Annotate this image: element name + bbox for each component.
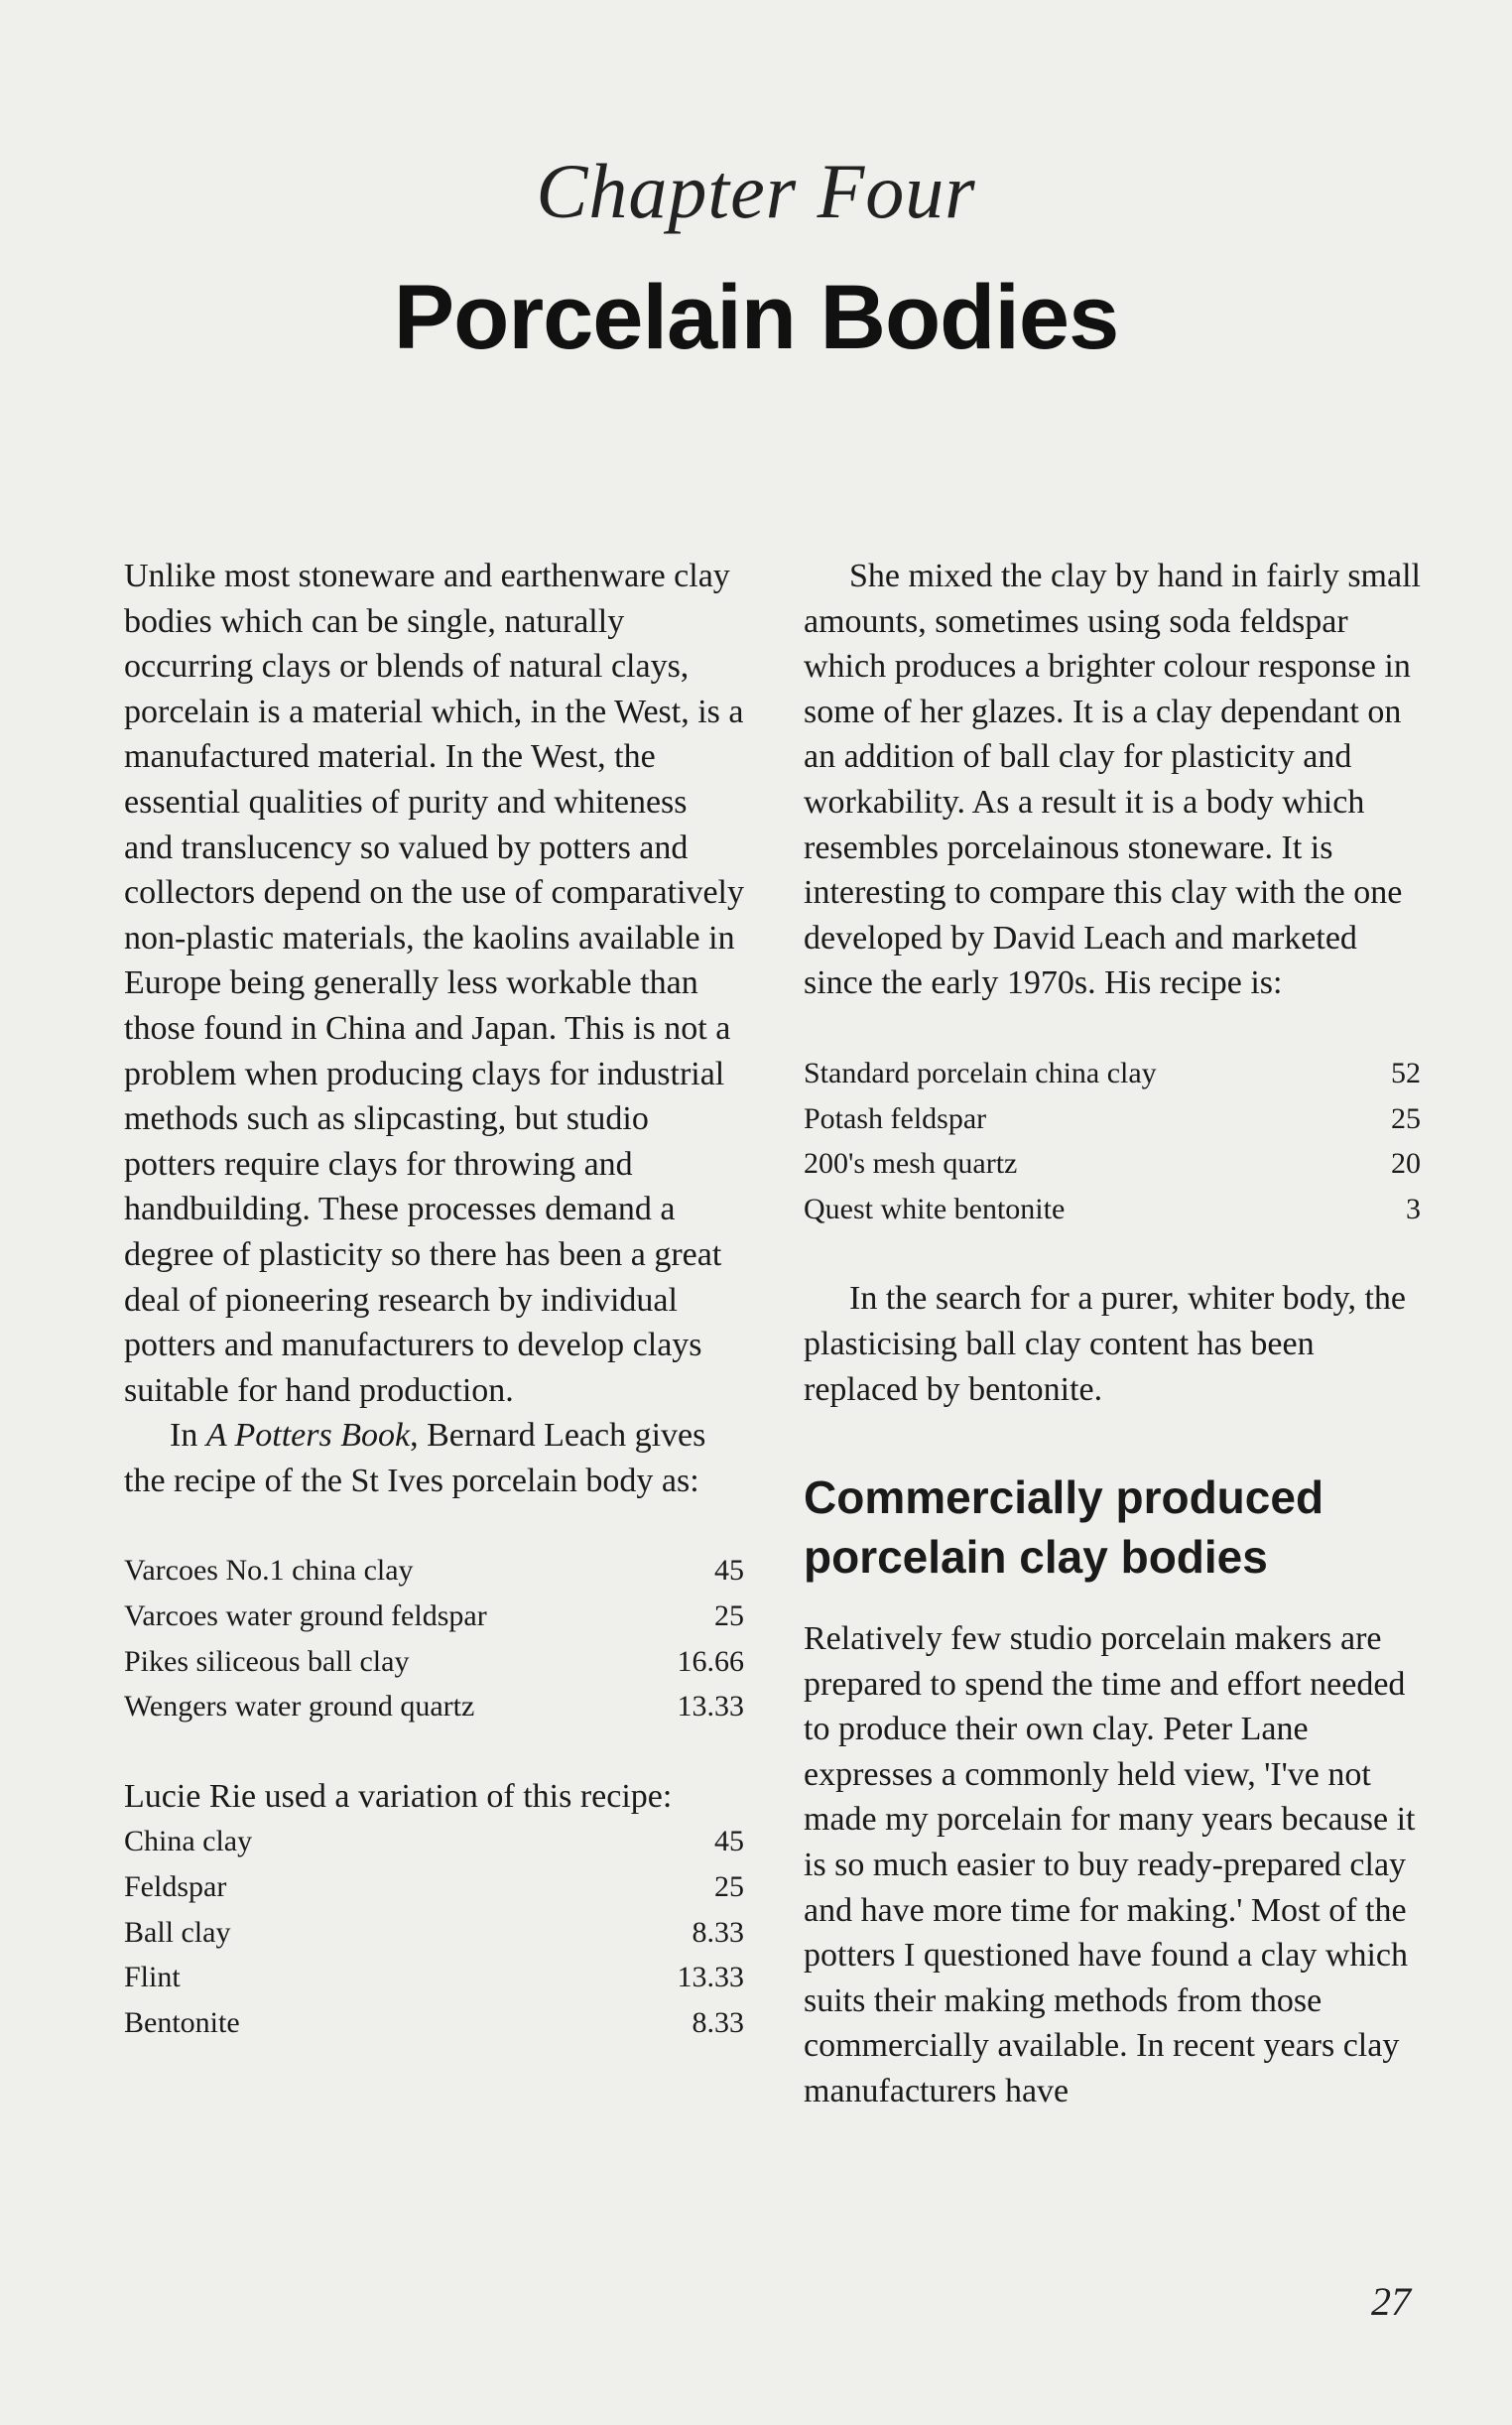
right-column xyxy=(804,554,1421,2114)
recipe-row xyxy=(124,2000,744,2046)
leach-paragraph-start: In xyxy=(170,1417,206,1455)
recipe-row xyxy=(804,1096,1421,1142)
ingredient: Quest white bentonite xyxy=(804,1192,1066,1225)
recipe-row xyxy=(804,1051,1421,1096)
amount: 8.33 xyxy=(692,1915,744,1949)
recipe-row xyxy=(804,1187,1421,1232)
amount: 45 xyxy=(714,1825,744,1858)
david-leach-recipe-list xyxy=(804,1051,1421,1231)
left-column xyxy=(124,554,744,2045)
ingredient: Wengers water ground quartz xyxy=(124,1690,475,1723)
rie-description-paragraph: She mixed the clay by hand in fairly small amounts, sometimes using soda feldspar which produces a brighter colour response in some of her glazes. It is a clay dependant on an addition of ball clay for plasticity and workability. As a result it is a body which resembles porcelainous stoneware. It is interesting to compare this clay with the one developed by David Leach and marketed since the early 1970s. His recipe is: xyxy=(804,558,1421,1002)
ingredient: 200's mesh quartz xyxy=(804,1147,1018,1181)
chapter-label: Chapter Four xyxy=(536,148,976,234)
chapter-title: Porcelain Bodies xyxy=(393,267,1119,368)
ingredient: China clay xyxy=(124,1825,253,1858)
recipe-row xyxy=(124,1864,744,1910)
ingredient: Potash feldspar xyxy=(804,1101,987,1135)
ingredient: Flint xyxy=(124,1961,181,1994)
recipe-row xyxy=(124,1548,744,1594)
recipe-row xyxy=(124,1594,744,1639)
amount: 45 xyxy=(714,1554,744,1588)
ingredient: Pikes siliceous ball clay xyxy=(124,1644,410,1678)
amount: 20 xyxy=(1391,1147,1421,1181)
amount: 16.66 xyxy=(677,1644,744,1678)
leach-paragraph xyxy=(124,1413,744,1503)
recipe-row xyxy=(804,1141,1421,1187)
recipe-row xyxy=(124,1955,744,2000)
commercial-paragraph: Relatively few studio porcelain makers are prepared to spend the time and effort needed to produce their own clay. Peter Lane expresses a commonly held view, 'I've not made my porcelain for many years because it is so much easier to buy ready-prepared clay and have more time for making.' Most of the potters I questioned have found a clay which suits their making methods from those commercially available. In recent years clay manufacturers have xyxy=(804,1620,1416,2110)
amount: 8.33 xyxy=(692,2005,744,2039)
amount: 25 xyxy=(714,1870,744,1904)
amount: 13.33 xyxy=(677,1690,744,1723)
amount: 52 xyxy=(1391,1056,1421,1089)
recipe-row xyxy=(124,1684,744,1729)
leach-recipe-list xyxy=(124,1548,744,1728)
recipe-row xyxy=(124,1819,744,1864)
amount: 25 xyxy=(714,1599,744,1633)
book-title: A Potters Book xyxy=(205,1417,411,1455)
rie-recipe-list xyxy=(124,1819,744,2045)
amount: 13.33 xyxy=(677,1961,744,1994)
ingredient: Varcoes water ground feldspar xyxy=(124,1599,487,1633)
ingredient: Feldspar xyxy=(124,1870,227,1904)
amount: 25 xyxy=(1391,1101,1421,1135)
ingredient: Ball clay xyxy=(124,1915,231,1949)
recipe-row xyxy=(124,1910,744,1956)
rie-intro: Lucie Rie used a variation of this recipe: xyxy=(124,1777,673,1815)
ingredient: Bentonite xyxy=(124,2005,240,2039)
intro-paragraph: Unlike most stoneware and earthenware clay bodies which can be single, naturally occurring clays or blends of natural clays, porcelain is a material which, in the West, is a manufactured material. In the West, the essential qualities of purity and whiteness and translucency so valued by potters and collectors depend on the use of comparatively non-plastic materials, the kaolins available in Europe being generally less workable than those found in China and Japan. This is not a problem when producing clays for industrial methods such as slipcasting, but studio potters require clays for throwing and handbuilding. These processes demand a degree of plasticity so there has been a great deal of pioneering research by individual potters and manufacturers to develop clays suitable for hand production. xyxy=(124,558,744,1409)
page-number: 27 xyxy=(1371,2279,1411,2324)
recipe-row xyxy=(124,1639,744,1685)
amount: 3 xyxy=(1406,1192,1421,1225)
ingredient: Varcoes No.1 china clay xyxy=(124,1554,414,1588)
bentonite-paragraph: In the search for a purer, whiter body, the plasticising ball clay content has been replaced by bentonite. xyxy=(804,1280,1406,1408)
ingredient: Standard porcelain china clay xyxy=(804,1056,1157,1089)
section-heading: Commercially produced porcelain clay bodies xyxy=(804,1471,1324,1584)
leach-paragraph-end: , Bernard Leach gives the recipe of the St Ives porcelain body as: xyxy=(124,1417,706,1499)
